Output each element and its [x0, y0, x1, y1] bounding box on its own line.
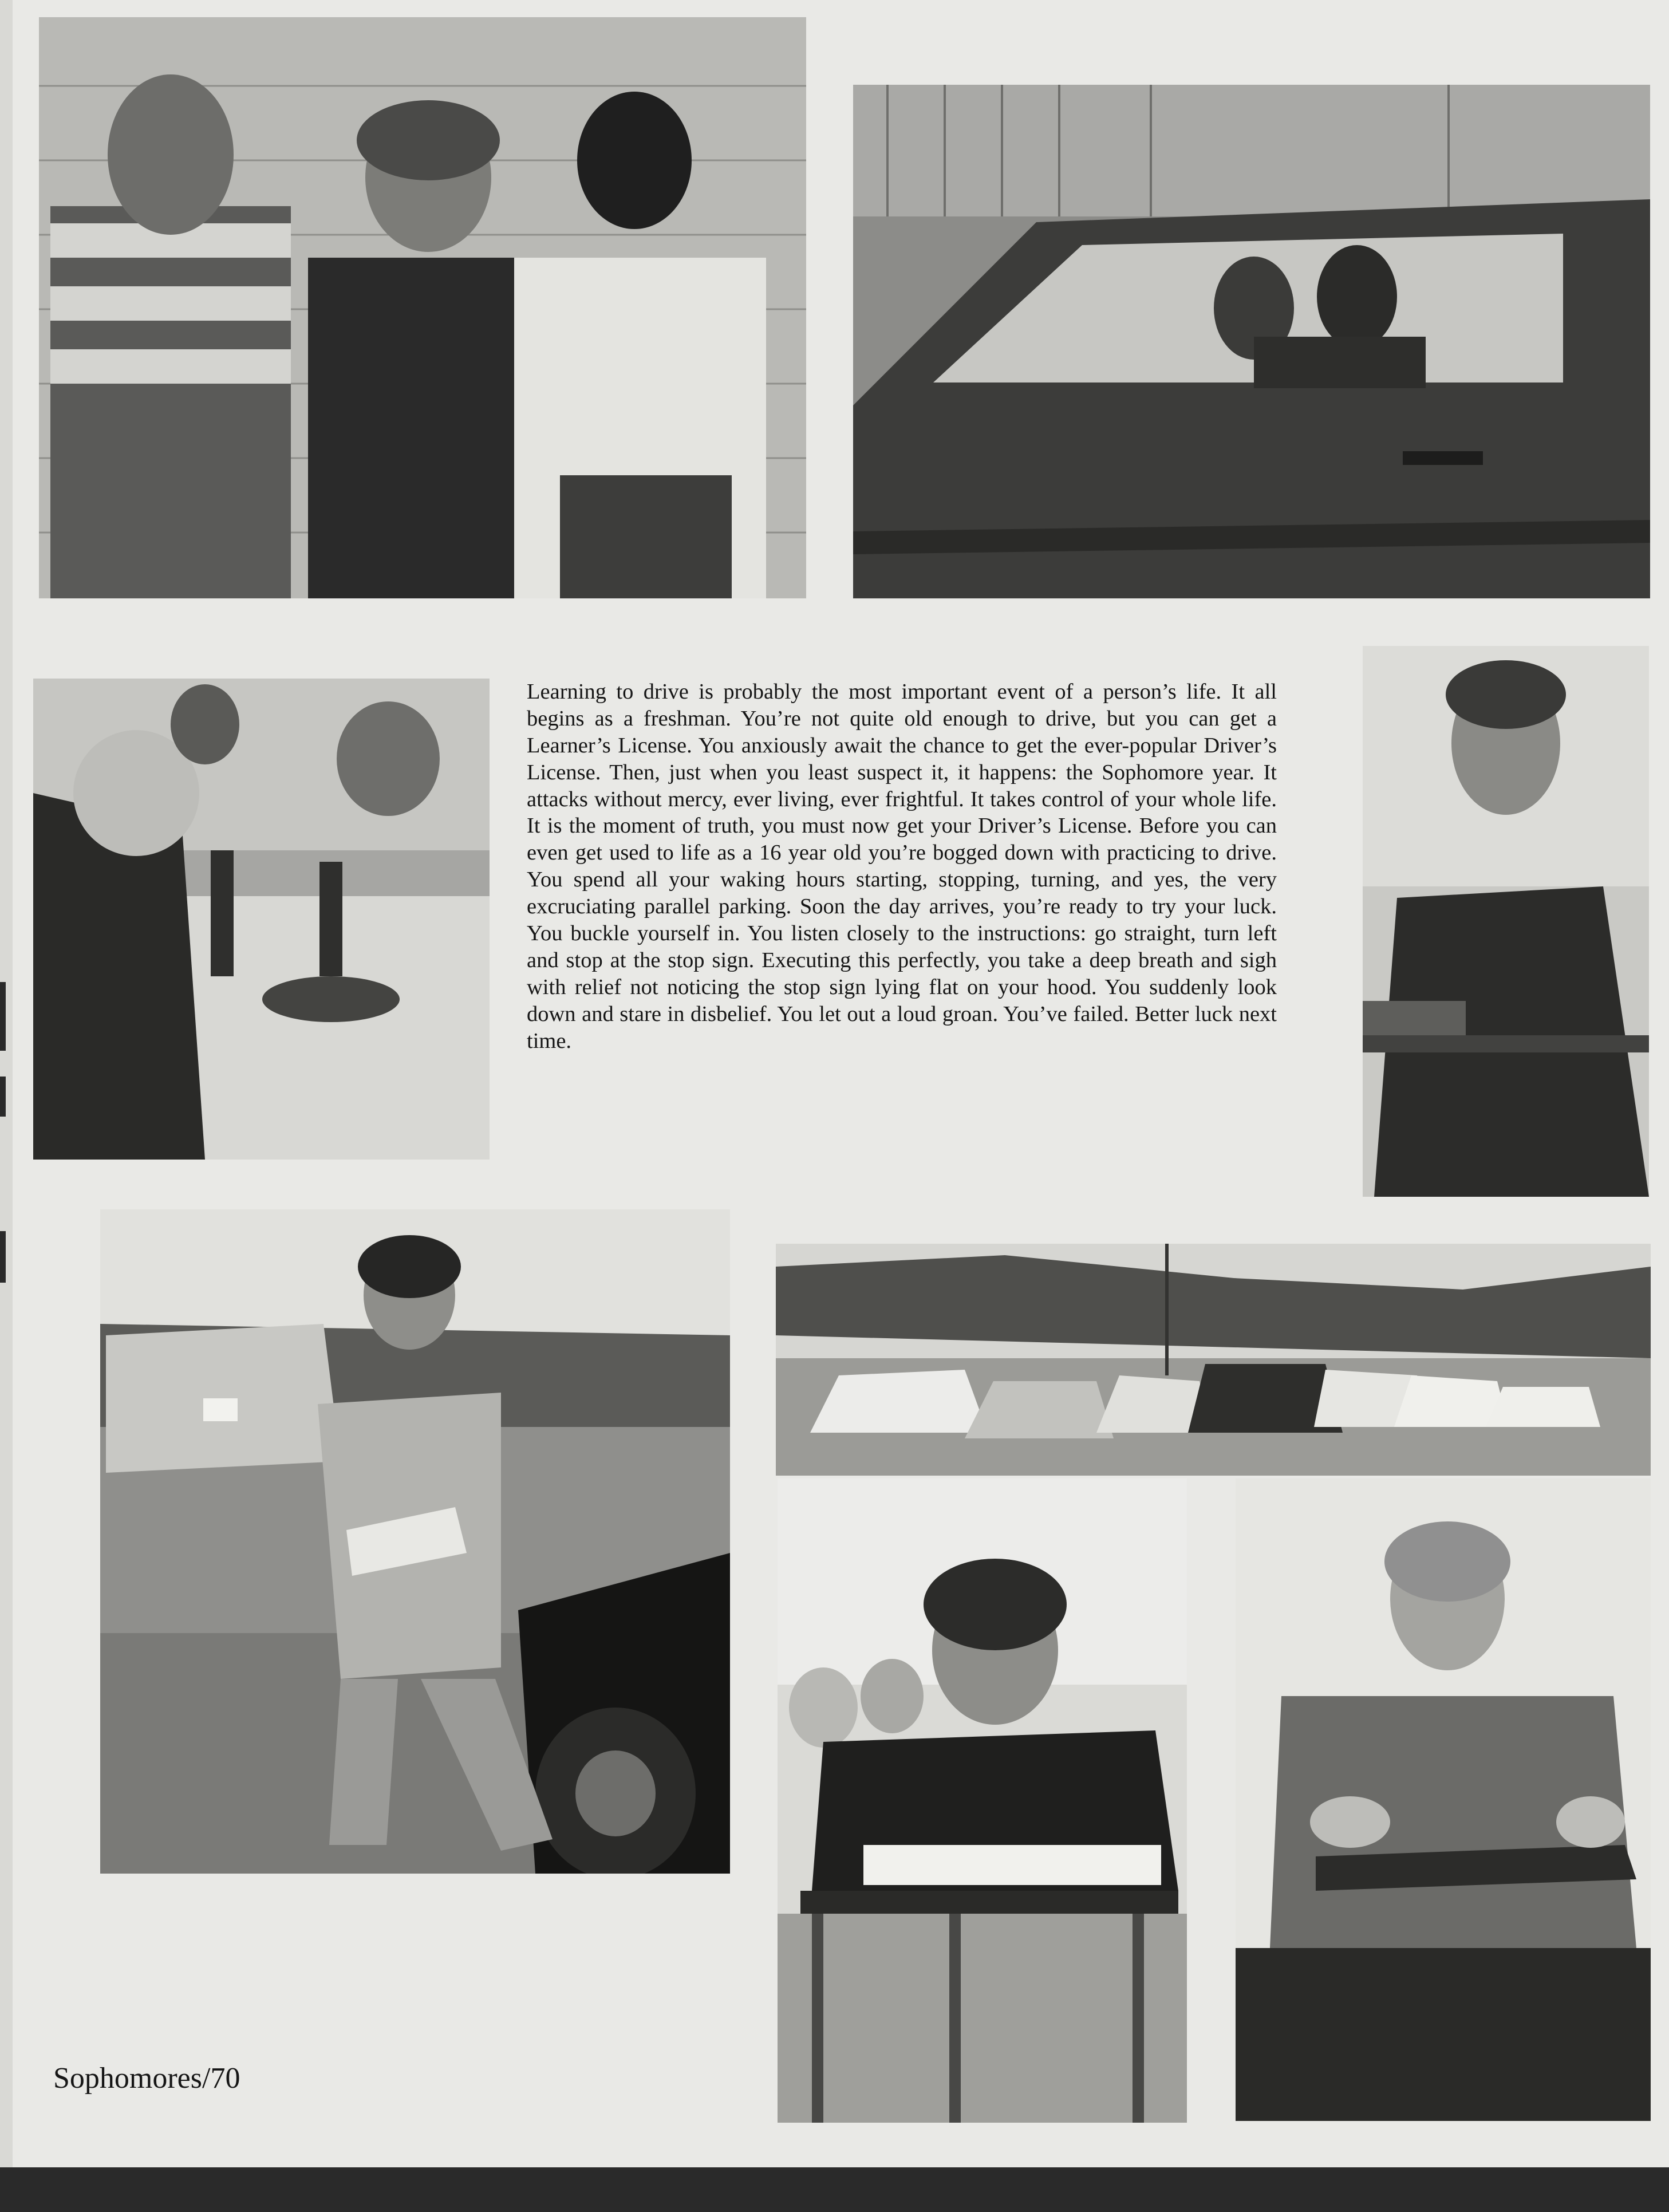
photo-three-students	[39, 17, 806, 598]
photo-student-writing	[778, 1478, 1187, 2123]
page-folio: Sophomores/70	[53, 2062, 240, 2095]
photo-student-seated	[1236, 1478, 1651, 2121]
photo-student-yelling	[100, 1209, 730, 1874]
spine-mark	[0, 1077, 6, 1117]
photo-science-lab	[33, 679, 490, 1160]
photo-parking-lot	[776, 1244, 1651, 1476]
article-body: Learning to drive is probably the most important event of a person’s life. It all begins as a freshman. You’re not quite old enough to drive, but you can get a Learner’s License. You anxiously await the chance to get the ever-popular Driver’s License. Then, just when you least suspect it, it happens: the Sophomore year. It attacks without mercy, ever living, ever frightful. It takes control of your whole life. It is the moment of truth, you must now get your Driver’s License. Before you can even get used to life as a 16 year old you’re bogged down with practicing to drive. You spend all your waking hours starting, stopping, turning, and yes, the very excruciating parallel parking. Soon the day arrives, you’re ready to try your luck. You buckle yourself in. You listen closely to the instructions: go straight, turn left and stop at the stop sign. Executing this perfectly, you take a deep breath and sigh with relief not noticing the stop sign lying flat on your hood. You suddenly look down and stare in disbelief. You let out a loud groan. You’ve failed. Better luck next time.	[527, 680, 1277, 1053]
photo-student-desk	[1363, 646, 1649, 1197]
photo-car-students	[853, 85, 1650, 598]
scan-bottom-band	[0, 2167, 1669, 2212]
spine-mark	[0, 982, 6, 1051]
spine-mark	[0, 1231, 6, 1283]
